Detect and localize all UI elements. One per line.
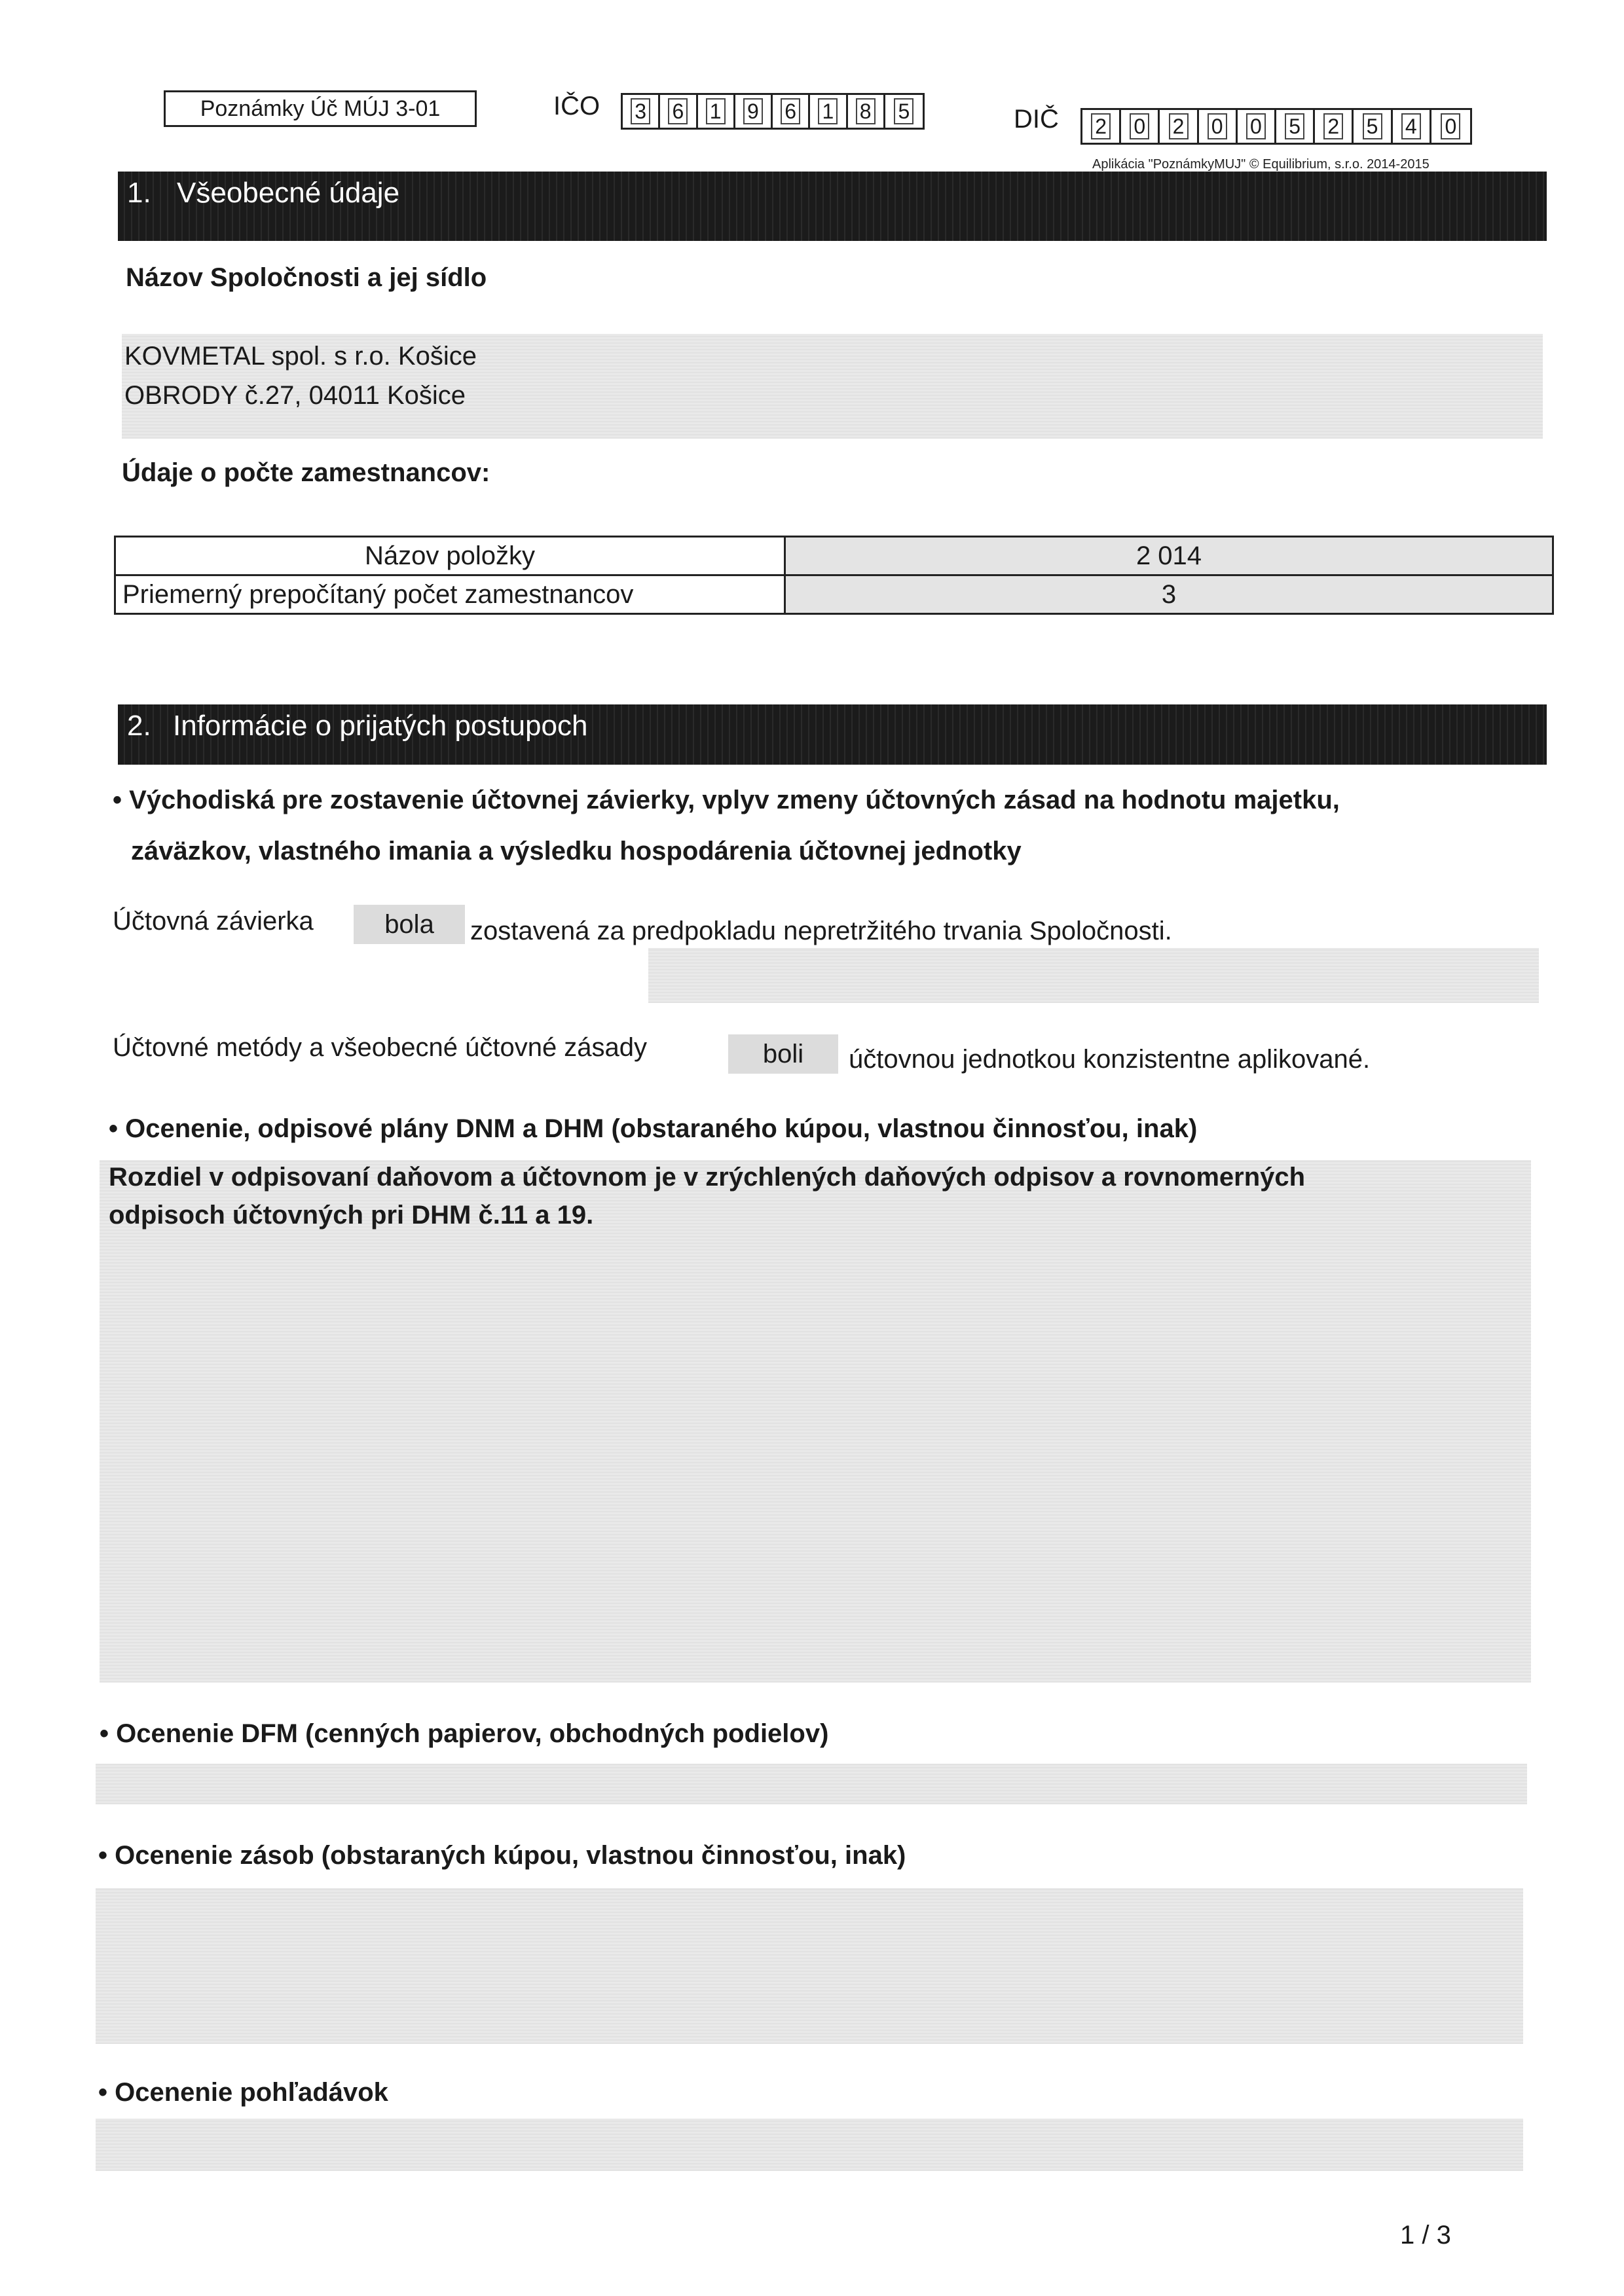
bullet-dfm: • Ocenenie DFM (cenných papierov, obchodných podielov) [100, 1719, 829, 1748]
depreciation-line1: Rozdiel v odpisovaní daňovom a účtovnom je v zrýchlených daňových odpisov a rovnomerných [109, 1163, 1306, 1192]
depreciation-box [100, 1160, 1531, 1683]
page-number: 1 / 3 [1400, 2221, 1451, 2250]
dic-digit-cell [1082, 110, 1121, 143]
company-box [122, 334, 1543, 439]
depreciation-line2: odpisoch účtovných pri DHM č.11 a 19. [109, 1201, 594, 1230]
inventory-box [96, 1888, 1523, 2044]
table-row-value: 3 [785, 575, 1553, 614]
app-note: Aplikácia "PoznámkyMUJ" © Equilibrium, s.r.o. 2014-2015 [1092, 157, 1430, 172]
ico-digit: 1 [818, 98, 838, 124]
form-id-box: Poznámky Úč MÚJ 3-01 [164, 90, 477, 127]
ico-field [621, 93, 925, 130]
bullet-receivables: • Ocenenie pohľadávok [98, 2078, 388, 2107]
dic-digit-cell [1199, 110, 1238, 143]
employees-table [114, 536, 1554, 615]
ico-digit: 8 [856, 98, 876, 124]
section1-title: Všeobecné údaje [177, 177, 400, 209]
section2-number: 2. [127, 710, 151, 742]
dic-digit-cell [1238, 110, 1276, 143]
closing-note-box [648, 948, 1539, 1003]
table-header-year: 2 014 [785, 537, 1553, 575]
ico-digit-cell [773, 95, 810, 128]
ico-digit: 6 [668, 98, 688, 124]
dic-digit: 5 [1363, 113, 1382, 139]
closing-suffix: zostavená za predpokladu nepretržitého trvania Spoločnosti. [470, 917, 1172, 945]
table-header-label: Názov položky [115, 537, 785, 575]
dic-label: DIČ [1014, 105, 1059, 134]
bullet-inventory: • Ocenenie zásob (obstaraných kúpou, vlastnou činnosťou, inak) [98, 1841, 906, 1870]
bullet-depreciation: • Ocenenie, odpisové plány DNM a DHM (obstaraného kúpou, vlastnou činnosťou, inak) [109, 1114, 1198, 1143]
ico-digit: 9 [743, 98, 763, 124]
section2-title: Informácie o prijatých postupoch [173, 710, 588, 742]
ico-digit-cell [698, 95, 735, 128]
ico-digit: 1 [706, 98, 726, 124]
closing-value: bola [354, 905, 465, 944]
ico-digit-cell [848, 95, 885, 128]
section1-bar [118, 172, 1547, 241]
bullet-basis-line1: • Východiská pre zostavenie účtovnej závierky, vplyv zmeny účtovných zásad na hodnotu majetku, [113, 786, 1340, 814]
dic-digit-cell [1354, 110, 1392, 143]
ico-digit-cell [885, 95, 923, 128]
methods-prefix: Účtovné metódy a všeobecné účtovné zásady [113, 1033, 648, 1062]
ico-digit: 3 [631, 98, 650, 124]
section1-number: 1. [127, 177, 151, 209]
table-header-row [115, 537, 1553, 575]
dic-digit: 0 [1441, 113, 1460, 139]
ico-label: IČO [553, 92, 600, 120]
ico-digit-cell [735, 95, 773, 128]
dic-field [1080, 108, 1472, 145]
receivables-box [96, 2119, 1523, 2171]
dic-digit: 2 [1169, 113, 1189, 139]
closing-prefix: Účtovná závierka [113, 907, 314, 936]
company-name: KOVMETAL spol. s r.o. Košice [124, 342, 477, 371]
dfm-box [96, 1764, 1527, 1804]
dic-digit-cell [1431, 110, 1470, 143]
dic-digit: 5 [1285, 113, 1304, 139]
ico-digit: 5 [894, 98, 913, 124]
table-row-label: Priemerný prepočítaný počet zamestnancov [115, 575, 785, 614]
methods-suffix: účtovnou jednotkou konzistentne aplikované. [849, 1045, 1371, 1074]
dic-digit-cell [1276, 110, 1315, 143]
dic-digit: 2 [1323, 113, 1343, 139]
dic-digit-cell [1315, 110, 1354, 143]
dic-digit: 4 [1401, 113, 1421, 139]
dic-digit-cell [1121, 110, 1160, 143]
dic-digit: 0 [1208, 113, 1227, 139]
bullet-basis-line2: záväzkov, vlastného imania a výsledku hospodárenia účtovnej jednotky [131, 837, 1022, 866]
ico-digit-cell [660, 95, 697, 128]
ico-digit-cell [623, 95, 660, 128]
dic-digit-cell [1393, 110, 1431, 143]
dic-digit: 2 [1091, 113, 1111, 139]
dic-digit-cell [1160, 110, 1198, 143]
dic-digit: 0 [1130, 113, 1149, 139]
table-row [115, 575, 1553, 614]
employees-heading: Údaje o počte zamestnancov: [122, 458, 490, 487]
ico-digit-cell [810, 95, 847, 128]
methods-value: boli [728, 1034, 838, 1074]
section2-bar [118, 704, 1547, 765]
dic-digit: 0 [1246, 113, 1266, 139]
company-heading: Názov Spoločnosti a jej sídlo [126, 263, 487, 292]
ico-digit: 6 [781, 98, 800, 124]
company-address: OBRODY č.27, 04011 Košice [124, 381, 466, 410]
